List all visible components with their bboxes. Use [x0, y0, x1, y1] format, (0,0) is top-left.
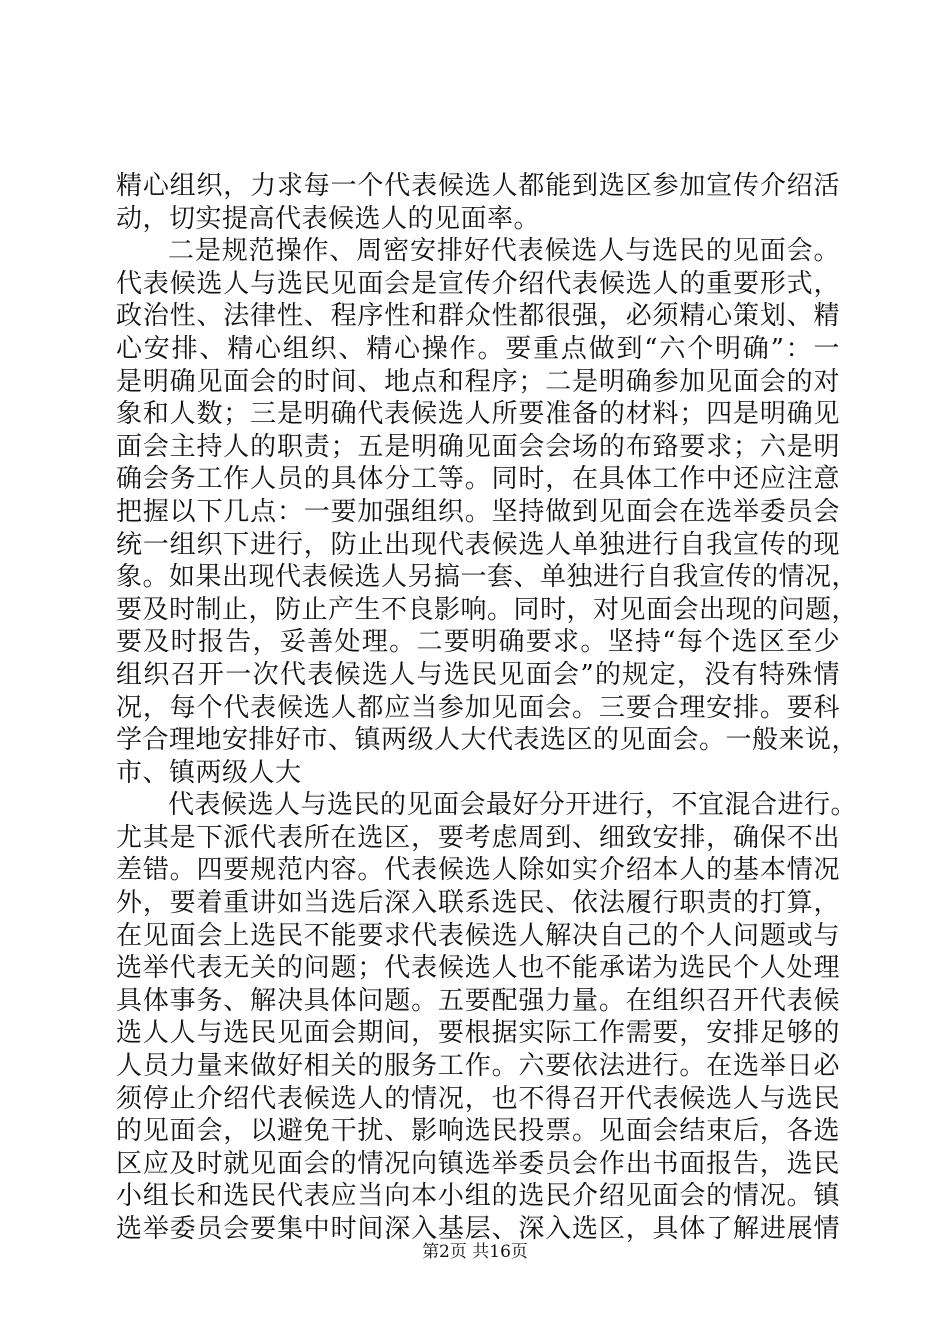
text-line: 尤其是下派代表所在选区，要考虑周到、细致安排，确保不出 — [116, 822, 840, 853]
text-line: 统一组织下进行，防止出现代表候选人单独进行自我宣传的现 — [116, 529, 840, 560]
text-line: 小组长和选民代表应当向本小组的选民介绍见面会的情况。镇 — [116, 1181, 840, 1212]
text-line: 在见面会上选民不能要求代表候选人解决自己的个人问题或与 — [116, 920, 840, 951]
text-line: 二是规范操作、周密安排好代表候选人与选民的见面会。 — [168, 236, 840, 267]
text-line: 选人人与选民见面会期间，要根据实际工作需要，安排足够的 — [116, 1018, 840, 1049]
text-line: 选举代表无关的问题；代表候选人也不能承诺为选民个人处理 — [116, 953, 840, 984]
text-line: 具体事务、解决具体问题。五要配强力量。在组织召开代表候 — [116, 985, 840, 1016]
text-line: 面会主持人的职责；五是明确见面会会场的布臵要求；六是明 — [116, 431, 840, 462]
text-line: 政治性、法律性、程序性和群众性都很强，必须精心策划、精 — [116, 301, 840, 332]
text-line: 的见面会，以避免干扰、影响选民投票。见面会结束后，各选 — [116, 1116, 840, 1147]
document-body — [116, 170, 859, 1246]
text-line: 象和人数；三是明确代表候选人所要准备的材料；四是明确见 — [116, 399, 840, 430]
text-line: 确会务工作人员的具体分工等。同时，在具体工作中还应注意 — [116, 464, 840, 495]
text-line: 象。如果出现代表候选人另搞一套、单独进行自我宣传的情况， — [116, 562, 859, 593]
text-line: 代表候选人与选民见面会是宣传介绍代表候选人的重要形式， — [116, 268, 840, 299]
text-line: 是明确见面会的时间、地点和程序；二是明确参加见面会的对 — [116, 366, 840, 397]
text-line: 须停止介绍代表候选人的情况，也不得召开代表候选人与选民 — [116, 1083, 840, 1114]
text-line: 要及时报告，妥善处理。二要明确要求。坚持“每个选区至少 — [116, 627, 840, 658]
text-line: 代表候选人与选民的见面会最好分开进行，不宜混合进行。 — [168, 790, 858, 821]
page-number-footer: 第2页 共16页 — [422, 1242, 528, 1262]
text-line: 心安排、精心组织、精心操作。要重点做到“六个明确”：一 — [116, 333, 840, 364]
text-line: 外，要着重讲如当选后深入联系选民、依法履行职责的打算， — [116, 888, 840, 919]
text-line: 动，切实提高代表候选人的见面率。 — [116, 203, 541, 234]
text-line: 市、镇两级人大 — [116, 757, 302, 788]
text-line: 区应及时就见面会的情况向镇选举委员会作出书面报告，选民 — [116, 1148, 840, 1179]
text-line: 精心组织，力求每一个代表候选人都能到选区参加宣传介绍活 — [116, 171, 840, 201]
text-line: 况，每个代表候选人都应当参加见面会。三要合理安排。要科 — [116, 692, 840, 723]
text-line: 人员力量来做好相关的服务工作。六要依法进行。在选举日必 — [116, 1051, 840, 1082]
text-line: 选举委员会要集中时间深入基层、深入选区，具体了解进展情 — [116, 1214, 840, 1244]
text-line: 差错。四要规范内容。代表候选人除如实介绍本人的基本情况 — [116, 855, 840, 886]
text-line: 学合理地安排好市、镇两级人大代表选区的见面会。一般来说， — [116, 725, 859, 756]
text-line: 把握以下几点：一要加强组织。坚持做到见面会在选举委员会 — [116, 496, 840, 527]
text-line: 要及时制止，防止产生不良影响。同时，对见面会出现的问题， — [116, 594, 859, 625]
text-line: 组织召开一次代表候选人与选民见面会”的规定，没有特殊情 — [116, 659, 840, 690]
